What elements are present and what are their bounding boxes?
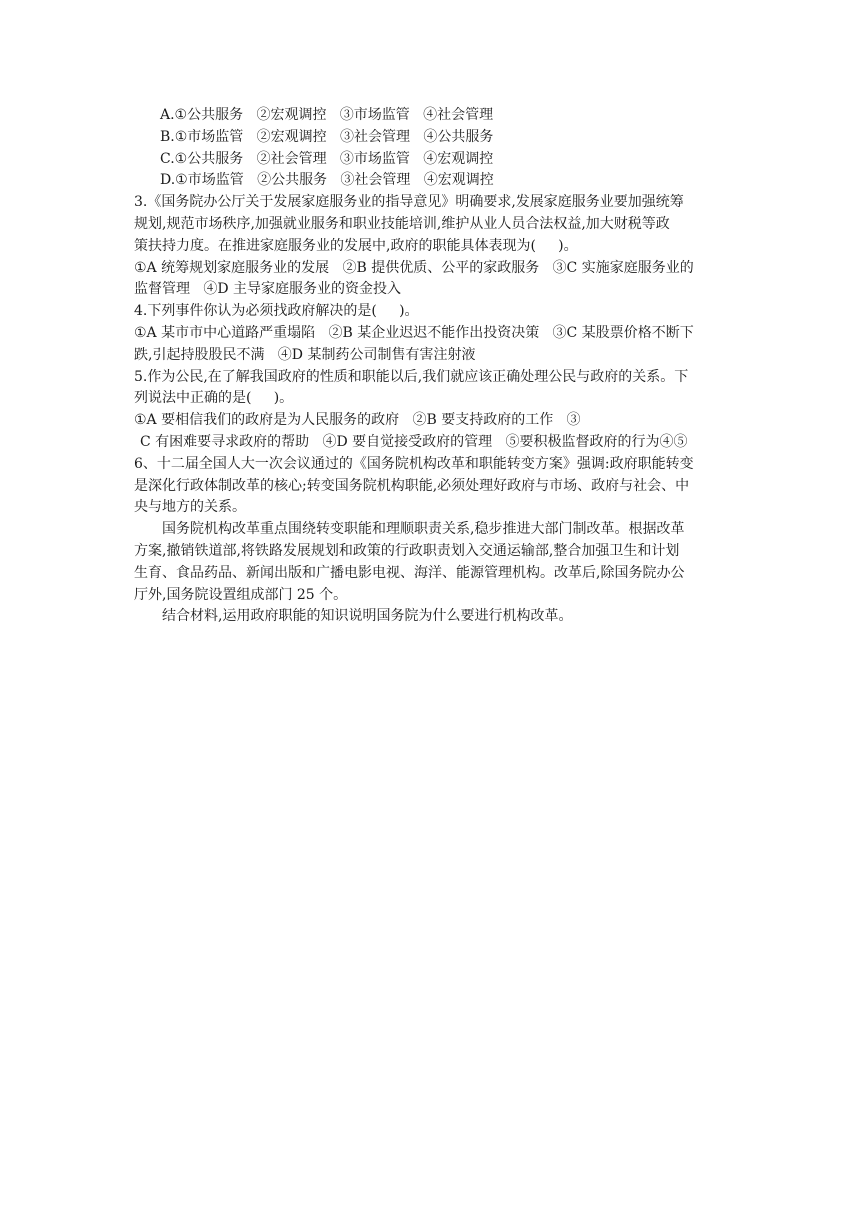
question-6-material-line: 国务院机构改革重点围绕转变职能和理顺职责关系,稳步推进大部门制改革。根据改革 [162,521,685,538]
question-3-stem-line: 策扶持力度。在推进家庭服务业的发展中,政府的职能具体表现为( )。 [134,237,578,254]
option-d: D.①市场监管 ②公共服务 ③社会管理 ④宏观调控 [160,172,494,189]
question-2-options [134,105,726,192]
question-3-choices-line: 监督管理 ④D 主导家庭服务业的资金投入 [134,281,402,298]
question-5-choices-line: ①A 要相信我们的政府是为人民服务的政府 ②B 要支持政府的工作 ③ [134,412,581,429]
question-5 [134,367,726,454]
question-6-stem-line: 是深化行政体制改革的核心;转变国务院机构职能,必须处理好政府与市场、政府与社会、中 [134,477,690,494]
question-6-material-line: 方案,撤销铁道部,将铁路发展规划和政策的行政职责划入交通运输部,整合加强卫生和计划 [134,542,680,559]
question-4-choices-line: 跌,引起持股股民不满 ④D 某制药公司制售有害注射液 [134,346,476,363]
question-4-stem-line: 4.下列事件你认为必须找政府解决的是( )。 [134,303,419,320]
question-6-stem-line: 央与地方的关系。 [134,499,246,516]
question-6-material-line: 生育、食品药品、新闻出版和广播电影电视、海洋、能源管理机构。改革后,除国务院办公 [134,564,685,581]
question-3-stem-line: 规划,规范市场秩序,加强就业服务和职业技能培训,维护从业人员合法权益,加大财税等政 [134,215,670,232]
question-6-material-line: 厅外,国务院设置组成部门 25 个。 [134,586,348,603]
question-3-choices-line: ①A 统筹规划家庭服务业的发展 ②B 提供优质、公平的家政服务 ③C 实施家庭服务业的 [134,259,694,276]
option-b: B.①市场监管 ②宏观调控 ③社会管理 ④公共服务 [160,128,494,145]
question-6-prompt: 结合材料,运用政府职能的知识说明国务院为什么要进行机构改革。 [162,608,573,625]
question-6 [134,454,726,628]
question-4 [134,301,726,366]
question-5-stem-line: 5.作为公民,在了解我国政府的性质和职能以后,我们就应该正确处理公民与政府的关系。下 [134,368,689,385]
question-6-stem-line: 6、十二届全国人大一次会议通过的《国务院机构改革和职能转变方案》强调:政府职能转变 [134,455,694,472]
document-body [134,105,726,628]
question-5-stem-line: 列说法中正确的是( )。 [134,390,294,407]
question-4-choices-line: ①A 某市市中心道路严重塌陷 ②B 某企业迟迟不能作出投资决策 ③C 某股票价格不断下 [134,324,694,341]
option-a: A.①公共服务 ②宏观调控 ③市场监管 ④社会管理 [160,107,494,123]
question-3 [134,192,726,301]
question-3-stem-line: 3.《国务院办公厅关于发展家庭服务业的指导意见》明确要求,发展家庭服务业要加强统筹 [134,194,684,211]
option-c: C.①公共服务 ②社会管理 ③市场监管 ④宏观调控 [160,150,494,167]
question-5-choices-line: C 有困难要寻求政府的帮助 ④D 要自觉接受政府的管理 ⑤要积极监督政府的行为④⑤ [140,433,688,450]
